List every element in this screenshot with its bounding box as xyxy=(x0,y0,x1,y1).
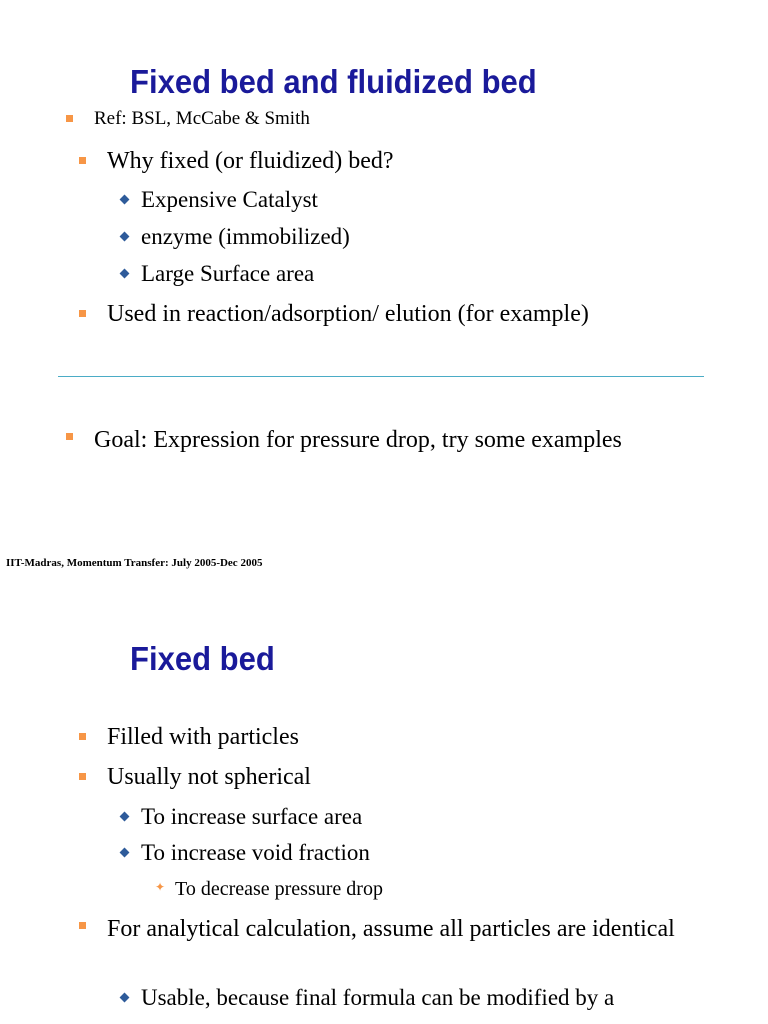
square-bullet-icon xyxy=(79,733,86,740)
used-text: Used in reaction/adsorption/ elution (for example) xyxy=(107,301,589,327)
slide1-title: Fixed bed and fluidized bed xyxy=(130,63,537,100)
diamond-bullet-icon xyxy=(120,848,130,858)
sub-item xyxy=(141,187,318,213)
subsub-text: To decrease pressure drop xyxy=(175,878,383,900)
analytical-text: For analytical calculation, assume all particles are identical xyxy=(107,916,675,942)
sub-item xyxy=(141,840,370,866)
square-bullet-icon xyxy=(79,157,86,164)
analytical-item xyxy=(107,913,707,946)
diamond-bullet-icon xyxy=(120,812,130,822)
star-bullet-icon: ✦ xyxy=(155,880,166,894)
ref-item xyxy=(94,108,310,130)
square-bullet-icon xyxy=(66,115,73,122)
sub-text: To increase void fraction xyxy=(141,840,370,865)
goal-text: Goal: Expression for pressure drop, try some examples xyxy=(94,427,622,453)
diamond-bullet-icon xyxy=(120,269,130,279)
sub-text: enzyme (immobilized) xyxy=(141,224,350,249)
diamond-bullet-icon xyxy=(120,993,130,1003)
diamond-bullet-icon xyxy=(120,195,130,205)
slide-divider xyxy=(58,376,704,377)
subsub-item xyxy=(155,878,383,901)
why-item xyxy=(107,148,394,175)
used-item xyxy=(107,301,589,328)
square-bullet-icon xyxy=(79,922,86,929)
filled-text: Filled with particles xyxy=(107,724,299,750)
square-bullet-icon xyxy=(79,773,86,780)
sub-item xyxy=(141,804,362,830)
not-spherical-text: Usually not spherical xyxy=(107,764,311,790)
diamond-bullet-icon xyxy=(120,232,130,242)
sub-item xyxy=(141,224,350,250)
sub-text: To increase surface area xyxy=(141,804,363,829)
goal-item xyxy=(94,424,654,457)
sub-text: Expensive Catalyst xyxy=(141,187,318,212)
usable-item xyxy=(141,985,614,1011)
ref-text: Ref: BSL, McCabe & Smith xyxy=(94,108,310,129)
why-text: Why fixed (or fluidized) bed? xyxy=(107,148,394,174)
square-bullet-icon xyxy=(66,433,73,440)
slide2-title: Fixed bed xyxy=(130,640,275,677)
filled-item xyxy=(107,724,299,751)
sub-text: Large Surface area xyxy=(141,261,315,286)
sub-item xyxy=(141,261,314,287)
square-bullet-icon xyxy=(79,310,86,317)
footer-text: IIT-Madras, Momentum Transfer: July 2005-Dec 2005 xyxy=(6,557,263,569)
not-spherical-item xyxy=(107,764,311,791)
usable-text: Usable, because final formula can be modified by a xyxy=(141,985,615,1010)
